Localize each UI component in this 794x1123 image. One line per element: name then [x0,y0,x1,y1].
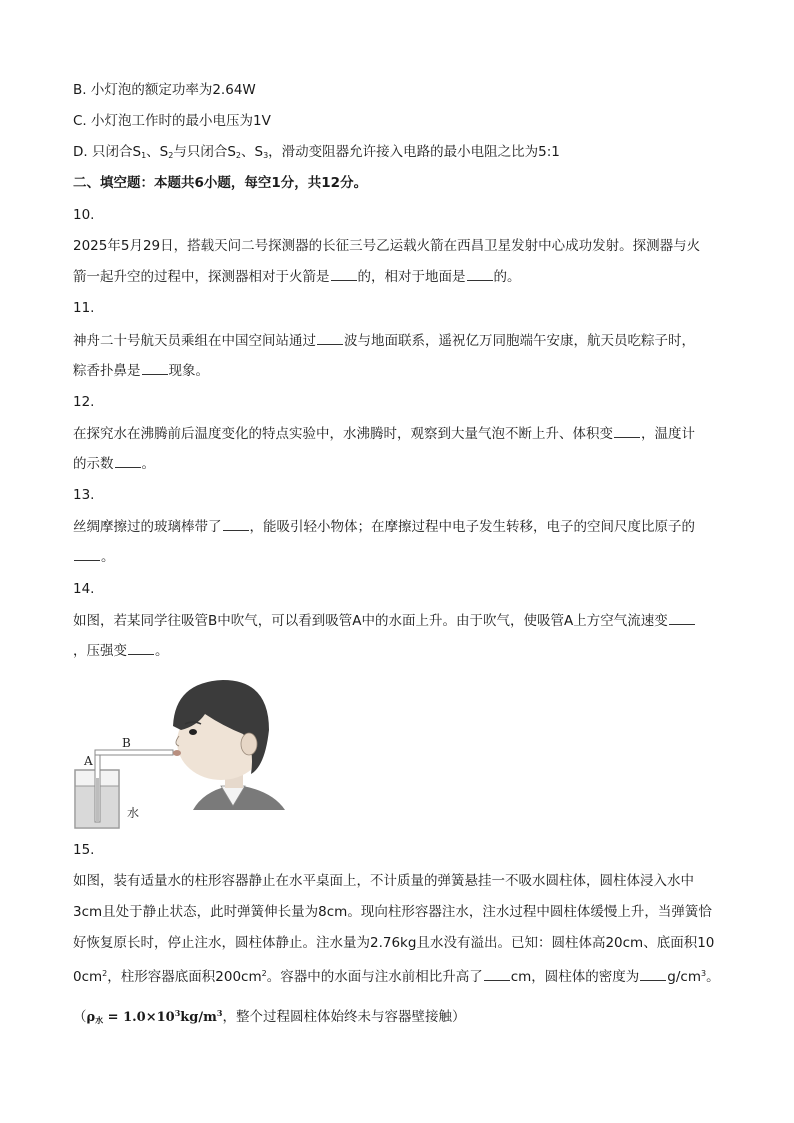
option-c: C. 小灯泡工作时的最小电压为1V [73,113,271,129]
water-density-formula [87,1010,223,1025]
question-text: 2025年5月29日，搭载天问二号探测器的长征三号乙运载火箭在西昌卫星发射中心成功发射。探测器与火 [73,238,701,254]
question-text-part: 的。 [493,269,521,285]
answer-blank[interactable] [115,453,141,468]
question-text: 3cm且处于静止状态，此时弹簧伸长量为8cm。现向柱形容器注水，注水过程中圆柱体缓慢上升，当弹簧恰 [73,904,712,920]
option-d-text: 与只闭合S [173,144,236,160]
answer-blank[interactable] [614,423,640,438]
answer-blank[interactable] [128,640,154,655]
question-text [73,546,115,567]
question-text-part: 粽香扑鼻是 [73,363,141,379]
question-text-part: 神舟二十号航天员乘组在中国空间站通过 [73,333,316,349]
formula-value: = 1.0×10 [103,1010,175,1025]
question-number: 15. [73,842,95,858]
note-text: （ [73,1009,87,1025]
option-d-text: ，滑动变阻器允许接入电路的最小电阻之比为5:1 [268,144,560,160]
question-text-part: 0cm [73,969,103,985]
option-d-text: 、S [146,144,169,160]
section-heading: 二、填空题：本题共6小题，每空1分，共12分。 [73,175,368,191]
rho-symbol: ρ [86,1010,96,1025]
superscript: 3 [174,1008,181,1018]
question-text-part: 。 [706,969,720,985]
answer-blank[interactable] [484,966,510,981]
superscript: 2 [261,969,267,978]
boy-blowing-straw-illustration [73,674,313,834]
question-text-part: 。容器中的水面与注水前相比升高了 [266,969,483,985]
question-text [73,423,695,444]
question-text-part: 波与地面联系，遥祝亿万同胞端午安康，航天员吃粽子时， [344,333,695,349]
superscript: 3 [700,969,707,978]
question-number: 14. [73,581,95,597]
question-text-part: 丝绸摩擦过的玻璃棒带了 [73,519,222,535]
option-d-text: 、S [241,144,264,160]
answer-blank[interactable] [74,546,100,561]
question-text [73,640,169,661]
answer-blank[interactable] [223,516,249,531]
question-text-part: 的示数 [73,456,114,472]
question-text-part: ，压强变 [73,643,127,659]
question-text [73,453,155,474]
option-d [73,142,560,166]
question-number: 13. [73,487,95,503]
option-b: B. 小灯泡的额定功率为2.64W [73,82,256,98]
question-text [73,330,695,351]
question-text-part: 现象。 [168,363,209,379]
straw-b-label: B [122,736,131,750]
question-text-part: 。 [155,643,169,659]
subscript: 3 [263,151,269,160]
subscript: 2 [235,151,241,160]
option-d-text: D. 只闭合S [73,144,142,160]
answer-blank[interactable] [467,266,493,281]
answer-blank[interactable] [142,360,168,375]
subscript: 水 [95,1015,104,1025]
question-text-part: 箭一起升空的过程中，探测器相对于火箭是 [73,269,330,285]
straw-experiment-figure [73,674,313,834]
answer-blank[interactable] [317,330,343,345]
question-text-part: 。 [101,549,115,565]
answer-blank[interactable] [669,610,695,625]
straw-a-label: A [84,754,93,768]
question-text [73,266,521,287]
water-label: 水 [127,806,140,820]
question-text [73,360,209,381]
density-note [73,1003,465,1030]
question-text-part: 在探究水在沸腾前后温度变化的特点实验中，水沸腾时，观察到大量气泡不断上升、体积变 [73,426,613,442]
subscript: 2 [168,151,174,160]
question-text [73,610,696,631]
question-text-part: 的，相对于地面是 [357,269,466,285]
question-number: 11. [73,300,95,316]
note-text: ，整个过程圆柱体始终未与容器壁接触） [222,1009,466,1025]
question-text [73,516,695,537]
question-number: 10. [73,207,95,223]
question-text-part: g/cm [667,969,701,985]
question-text: 好恢复原长时，停止注水，圆柱体静止。注水量为2.76kg且水没有溢出。已知：圆柱体高20cm、底面积10 [73,935,715,951]
superscript: 2 [102,969,108,978]
formula-unit: kg/m [180,1010,217,1025]
question-number: 12. [73,394,95,410]
answer-blank[interactable] [640,966,666,981]
question-text: 如图，装有适量水的柱形容器静止在水平桌面上，不计质量的弹簧悬挂一不吸水圆柱体，圆柱体浸入水中 [73,873,694,889]
question-text [73,964,720,987]
question-text-part: 如图，若某同学往吸管B中吹气，可以看到吸管A中的水面上升。由于吹气，使吸管A上方空气流速变 [73,613,668,629]
question-text-part: 。 [141,456,155,472]
question-text-part: ，柱形容器底面积200cm [107,969,262,985]
superscript: 3 [216,1008,223,1018]
question-text-part: ，温度计 [641,426,695,442]
subscript: 1 [141,151,147,160]
question-text-part: ，能吸引轻小物体；在摩擦过程中电子发生转移，电子的空间尺度比原子的 [249,519,695,535]
question-text-part: cm，圆柱体的密度为 [510,969,640,985]
answer-blank[interactable] [331,266,357,281]
